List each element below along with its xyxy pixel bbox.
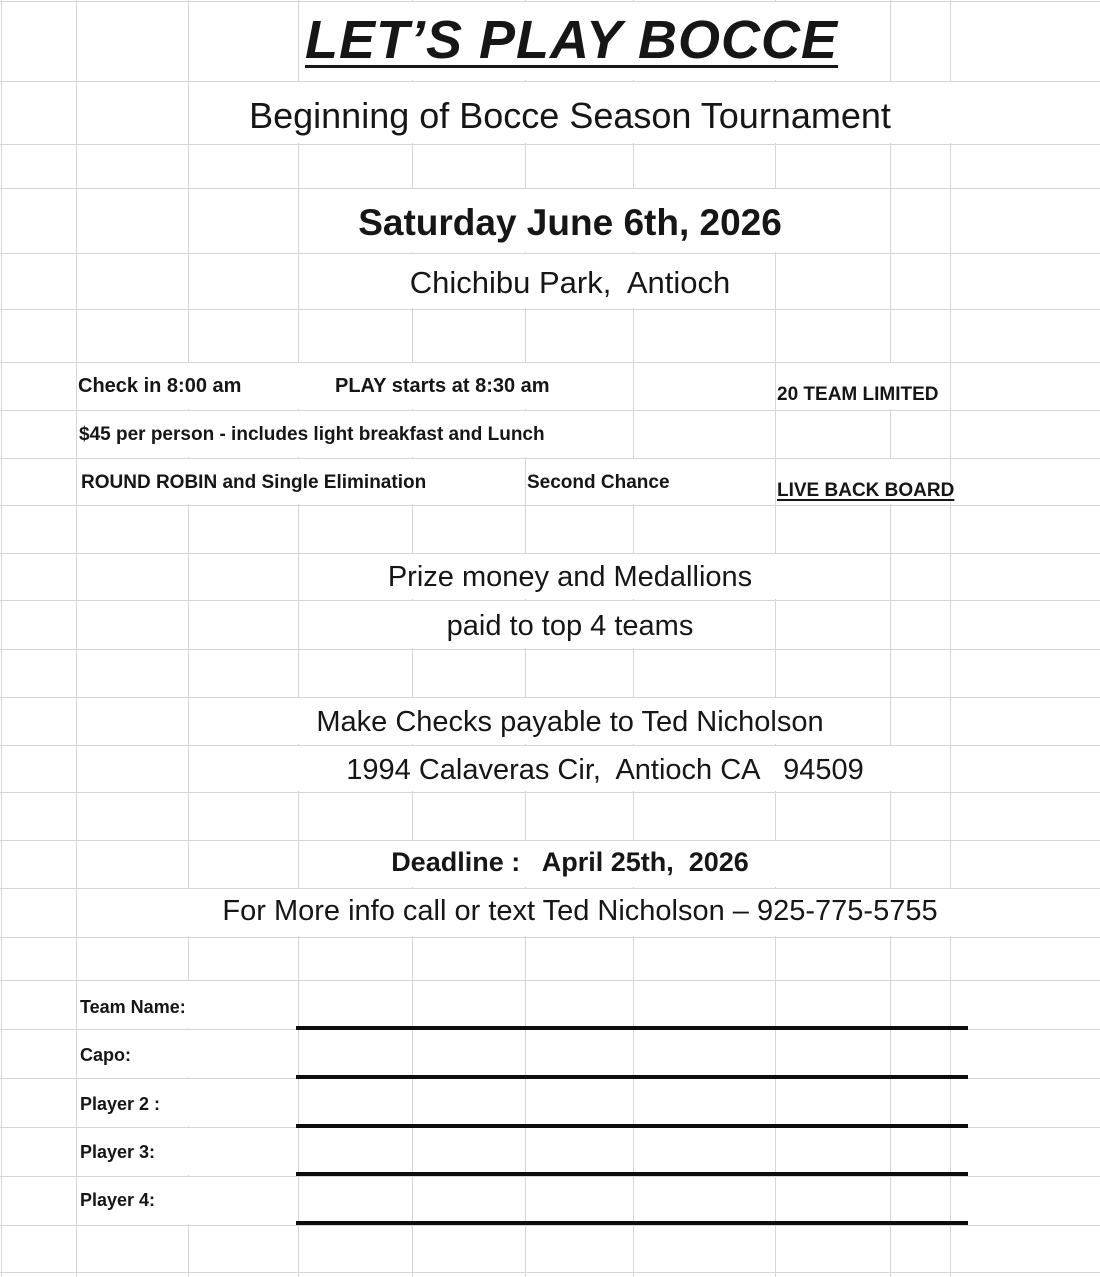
play-start-time: PLAY starts at 8:30 am [335, 375, 550, 397]
mailing-address-line: 1994 Calaveras Cir, Antioch CA 94509 [346, 754, 864, 786]
format-note: ROUND ROBIN and Single Elimination [81, 472, 427, 493]
team-name-write-in-line[interactable] [296, 1026, 968, 1030]
grid-line-horizontal [0, 1225, 1100, 1226]
player-2-write-in-line[interactable] [296, 1124, 968, 1128]
player-4-write-in-line[interactable] [296, 1221, 968, 1225]
grid-line-horizontal [0, 937, 1100, 938]
grid-line-horizontal [0, 1272, 1100, 1273]
prize-line-2: paid to top 4 teams [446, 610, 694, 642]
grid-line-horizontal [0, 649, 1100, 650]
player-2-label: Player 2 : [80, 1094, 161, 1114]
grid-line-horizontal [0, 309, 1100, 310]
player-4-label: Player 4: [80, 1190, 156, 1210]
checkin-time: Check in 8:00 am [78, 375, 242, 397]
page-title: LET’S PLAY BOCCE [305, 10, 839, 70]
player-3-label: Player 3: [80, 1142, 156, 1162]
capo-label: Capo: [80, 1045, 131, 1065]
price-note: $45 per person - includes light breakfast and Lunch [79, 424, 545, 445]
event-location: Chichibu Park, Antioch [409, 265, 731, 300]
deadline-line: Deadline : April 25th, 2026 [391, 847, 749, 877]
prize-line-1: Prize money and Medallions [387, 561, 753, 593]
checks-payable-line: Make Checks payable to Ted Nicholson [316, 706, 824, 738]
contact-line: For More info call or text Ted Nicholson – 925-775-5755 [222, 895, 938, 927]
grid-line-horizontal [0, 792, 1100, 793]
team-limit-note: 20 TEAM LIMITED [777, 384, 939, 405]
second-chance-note: Second Chance [527, 472, 670, 493]
subtitle: Beginning of Bocce Season Tournament [249, 95, 891, 136]
grid-line-horizontal [0, 505, 1100, 506]
live-back-board-note: LIVE BACK BOARD [777, 480, 955, 501]
capo-write-in-line[interactable] [296, 1075, 968, 1079]
grid-line-vertical [1, 0, 2, 1277]
grid-line-horizontal [0, 144, 1100, 145]
team-name-label: Team Name: [80, 997, 186, 1017]
player-3-write-in-line[interactable] [296, 1172, 968, 1176]
event-date: Saturday June 6th, 2026 [358, 202, 782, 243]
